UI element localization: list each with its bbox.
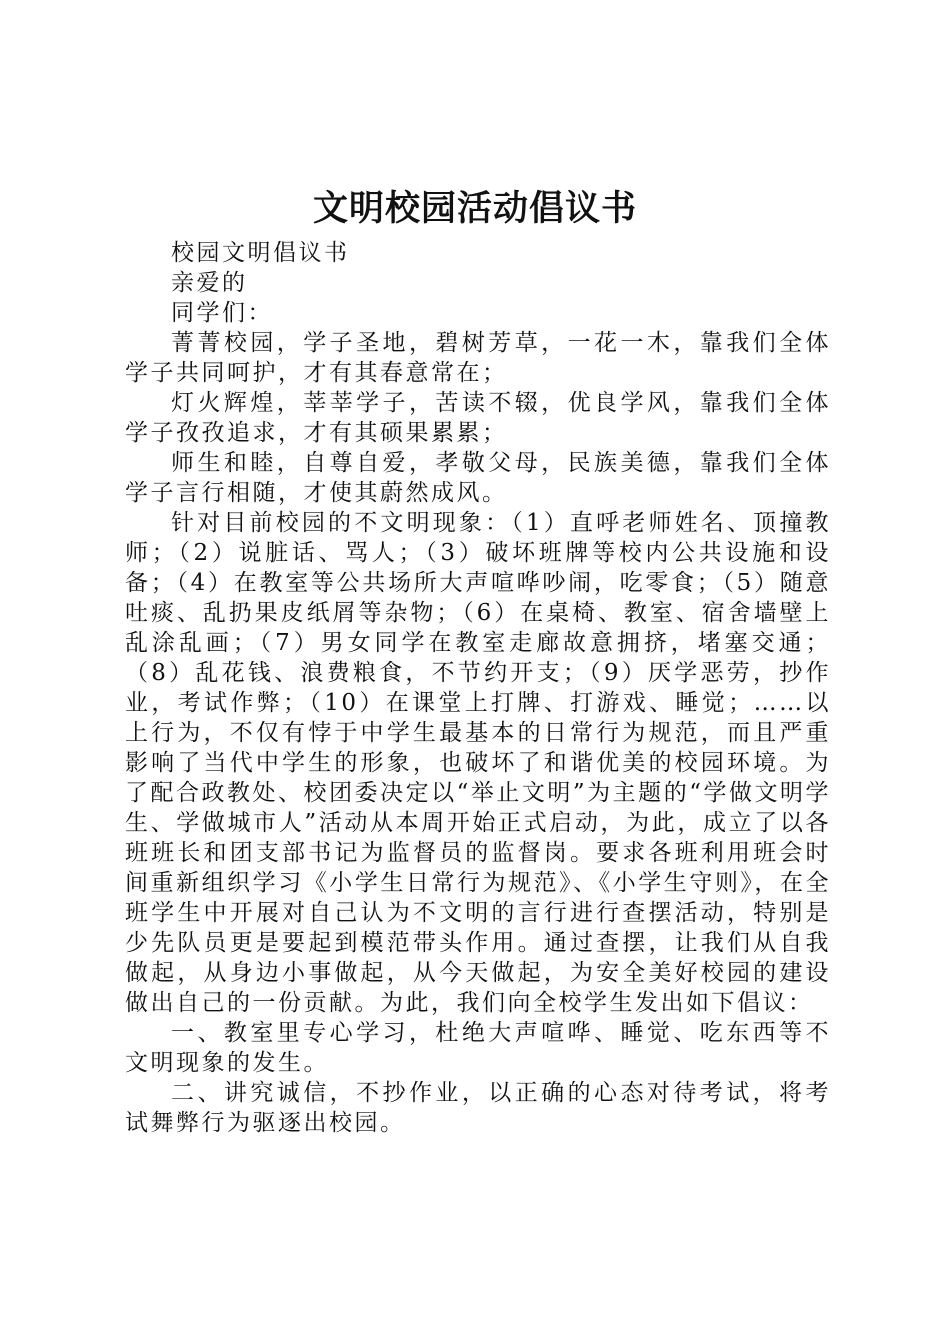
proposal-item-2: 二、讲究诚信，不抄作业，以正确的心态对待考试，将考试舞弊行为驱逐出校园。 (125, 1080, 831, 1136)
proposal-item-1: 一、教室里专心学习，杜绝大声喧哗、睡觉、吃东西等不文明现象的发生。 (125, 1020, 831, 1076)
subtitle-paragraph: 校园文明倡议书 (171, 240, 350, 266)
document-body (125, 238, 831, 1138)
body-paragraph: 灯火辉煌，莘莘学子，苦读不辍，优良学风，靠我们全体学子孜孜追求，才有其硕果累累； (125, 390, 831, 446)
body-paragraph: 针对目前校园的不文明现象：（1）直呼老师姓名、顶撞教师；（2）说脏话、骂人；（3）破坏班牌等校内公共设施和设备；（4）在教室等公共场所大声喧哗吵闹，吃零食；（5）随意吐痰、乱扔果皮纸屑等杂物；（6）在桌椅、教室、宿舍墙壁上乱涂乱画；（7）男女同学在教室走廊故意拥挤，堵塞交通；（8）乱花钱、浪费粮食，不节约开支；（9）厌学恶劳，抄作业，考试作弊；（10）在课堂上打牌、打游戏、睡觉；……以上行为，不仅有悖于中学生最基本的日常行为规范，而且严重影响了当代中学生的形象，也破坏了和谐优美的校园环境。为了配合政教处、校团委决定以“举止文明”为主题的“学做文明学生、学做城市人”活动从本周开始正式启动，为此，成立了以各班班长和团支部书记为监督员的监督岗。要求各班利用班会时间重新组织学习《小学生日常行为规范》、《小学生守则》，在全班学生中开展对自己认为不文明的言行进行查摆活动，特别是少先队员更是要起到模范带头作用。通过查摆，让我们从自我做起，从身边小事做起，从今天做起，为安全美好校园的建设做出自己的一份贡献。为此，我们向全校学生发出如下倡议： (125, 510, 831, 1016)
document-title: 文明校园活动倡议书 (312, 189, 637, 229)
body-paragraph: 师生和睦，自尊自爱，孝敬父母，民族美德，靠我们全体学子言行相随，才使其蔚然成风。 (125, 450, 831, 506)
body-paragraph: 菁菁校园，学子圣地，碧树芳草，一花一木，靠我们全体学子共同呵护，才有其春意常在； (125, 330, 831, 386)
salutation-line-1: 亲爱的 (171, 270, 248, 296)
salutation-line-2: 同学们： (171, 300, 273, 326)
